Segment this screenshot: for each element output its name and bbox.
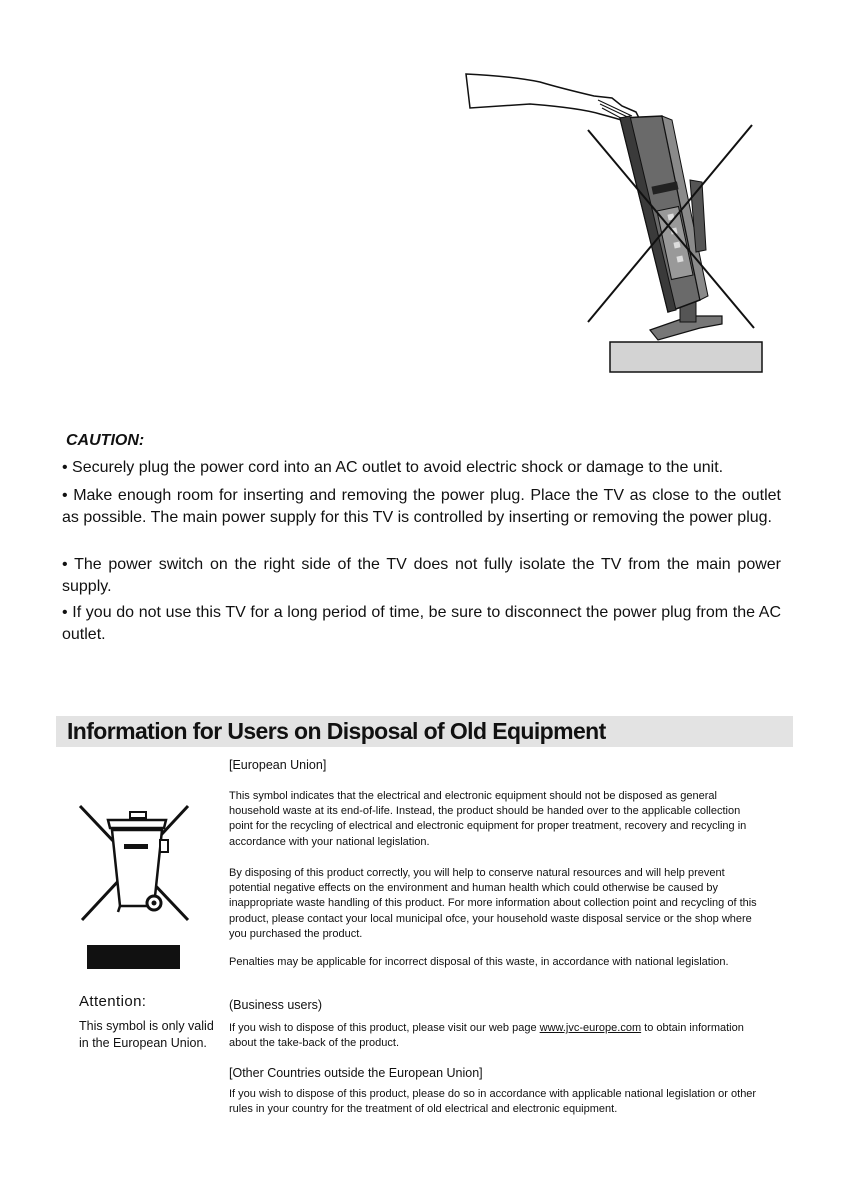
eu-paragraph: By disposing of this product correctly, you will help to conserve natural resources and will help prevent potential negative effects on the environment and human health which could otherwise be caused by inappropriate waste handling of this product. For more information about collection point and recycling of this product, please contact your local municipal ofce, your household waste disposal service or the shop where you purchased the product. xyxy=(229,867,757,940)
crossed-out-wheelie-bin-icon xyxy=(78,802,194,932)
eu-paragraph: This symbol indicates that the electrical and electronic equipment should not be disposed as general household waste at its end-of-life. Instead, the product should be handed over to the applicable collection point for the recycling of electrical and electronic equipment for proper treatment, recovery and recycling in accordance with your national legislation. xyxy=(229,790,747,848)
business-heading: (Business users) xyxy=(229,998,323,1012)
other-countries-paragraph: If you wish to dispose of this product, please do so in accordance with applicable national legislation or other rules in your country for the treatment of old electrical and electronic equipment. xyxy=(229,1088,757,1116)
business-paragraph xyxy=(229,1021,764,1051)
caution-item: • Make enough room for inserting and removing the power plug. Place the TV as close to the outlet as possible. The main power supply for this TV is controlled by inserting or removing the power plug. xyxy=(62,487,781,526)
other-countries-heading: [Other Countries outside the European Union] xyxy=(229,1066,483,1080)
caution-title: CAUTION: xyxy=(66,432,145,449)
eu-paragraph: Penalties may be applicable for incorrect disposal of this waste, in accordance with national legislation. xyxy=(229,956,729,968)
caution-item: • Securely plug the power cord into an AC outlet to avoid electric shock or damage to the unit. xyxy=(62,459,724,476)
bin-symbol-bar xyxy=(87,945,180,969)
caution-item: • If you do not use this TV for a long period of time, be sure to disconnect the power plug from the AC outlet. xyxy=(62,604,781,643)
tv-body xyxy=(620,116,708,312)
tv-tilt-warning-illustration xyxy=(455,60,775,380)
eu-heading: [European Union] xyxy=(229,758,327,772)
table-surface xyxy=(610,342,762,372)
caution-item: • The power switch on the right side of the TV does not fully isolate the TV from the main power supply. xyxy=(62,556,781,595)
disposal-section-header xyxy=(56,716,793,747)
jvc-europe-link[interactable]: www.jvc-europe.com xyxy=(539,1022,642,1034)
business-text-before: If you wish to dispose of this product, please visit our web page xyxy=(229,1022,540,1034)
disposal-title: Information for Users on Disposal of Old Equipment xyxy=(67,718,606,744)
business-text-after: to obtain information about the take-back of the product. xyxy=(229,1022,744,1050)
attention-label: Attention: xyxy=(79,993,147,1010)
attention-text: This symbol is only valid in the European Union. xyxy=(79,1019,214,1050)
